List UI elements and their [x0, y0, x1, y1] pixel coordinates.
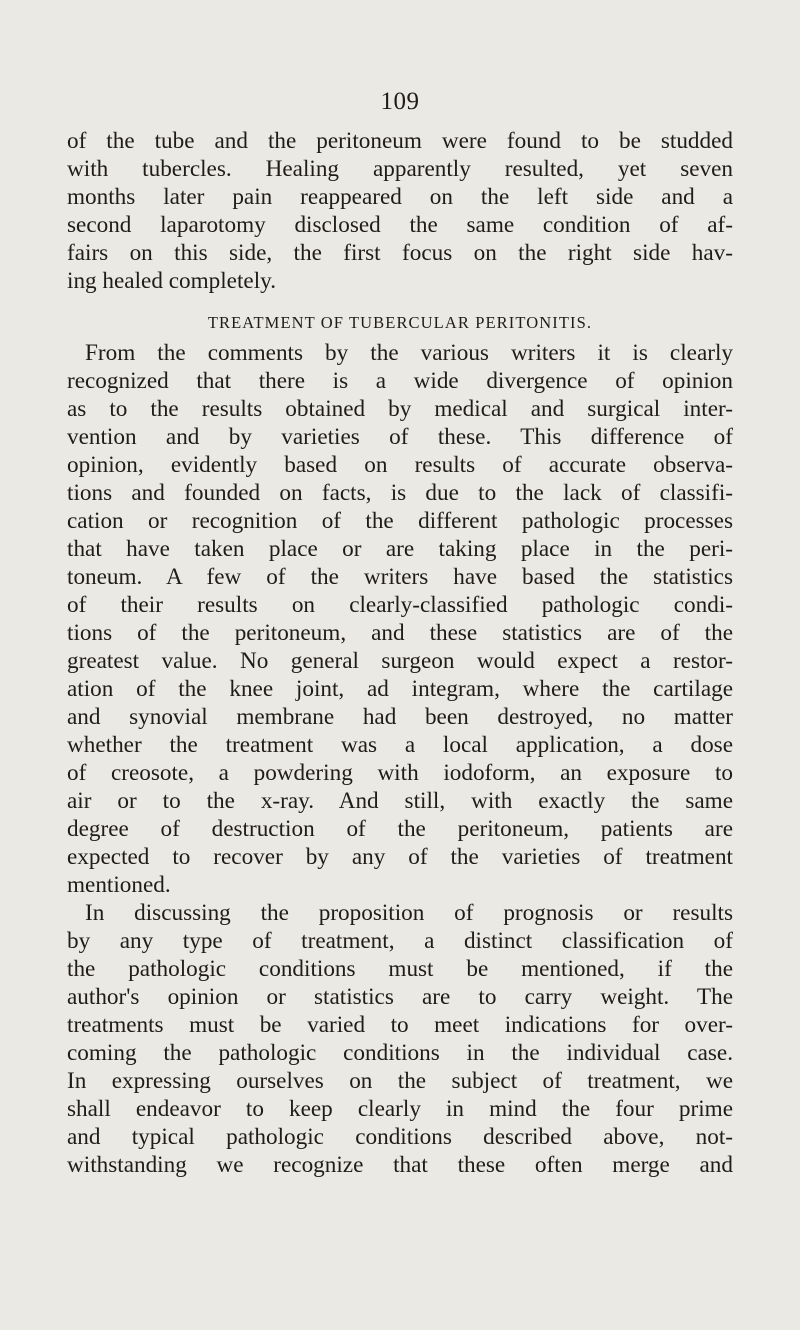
text-line: second laparotomy disclosed the same condition of af- [67, 212, 733, 238]
text-line: air or to the x-ray. And still, with exactly the same [67, 788, 733, 814]
text-line: coming the pathologic conditions in the individual case. [67, 1040, 733, 1066]
text-line: of creosote, a powdering with iodoform, an exposure to [67, 760, 733, 786]
text-line: From the comments by the various writers it is clearly [85, 340, 733, 366]
text-line: recognized that there is a wide divergence of opinion [67, 368, 733, 394]
text-line: cation or recognition of the different pathologic processes [67, 508, 733, 534]
text-line: months later pain reappeared on the left side and a [67, 184, 733, 210]
text-line: whether the treatment was a local application, a dose [67, 732, 733, 758]
text-line: ing healed completely. [67, 268, 277, 294]
text-line: fairs on this side, the first focus on the right side hav- [67, 240, 733, 266]
paragraph-treatment-intro [67, 339, 733, 899]
text-line: author's opinion or statistics are to carry weight. The [67, 984, 733, 1010]
paragraph-continued [67, 127, 733, 295]
text-line: of the tube and the peritoneum were found to be studded [67, 128, 733, 154]
text-line: greatest value. No general surgeon would expect a restor- [67, 648, 733, 674]
text-line: tions of the peritoneum, and these statistics are of the [67, 620, 733, 646]
text-line: tions and founded on facts, is due to the lack of classifi- [67, 480, 733, 506]
text-line: expected to recover by any of the varieties of treatment [67, 844, 733, 870]
text-line: as to the results obtained by medical and surgical inter- [67, 396, 733, 422]
text-line: the pathologic conditions must be mentioned, if the [67, 956, 733, 982]
text-line: and synovial membrane had been destroyed, no matter [67, 704, 733, 730]
text-line: and typical pathologic conditions described above, not- [67, 1124, 733, 1150]
text-line: shall endeavor to keep clearly in mind the four prime [67, 1096, 733, 1122]
text-line: treatments must be varied to meet indications for over- [67, 1012, 733, 1038]
text-line: by any type of treatment, a distinct classification of [67, 928, 733, 954]
section-heading: TREATMENT OF TUBERCULAR PERITONITIS. [207, 313, 593, 332]
text-line: withstanding we recognize that these often merge and [67, 1152, 733, 1178]
text-line: with tubercles. Healing apparently resulted, yet seven [67, 156, 733, 182]
paragraph-prognosis [67, 899, 733, 1179]
text-line: ation of the knee joint, ad integram, where the cartilage [67, 676, 733, 702]
text-line: mentioned. [67, 872, 171, 898]
text-line: In discussing the proposition of prognosis or results [85, 900, 733, 926]
text-line: vention and by varieties of these. This difference of [67, 424, 733, 450]
text-line: In expressing ourselves on the subject of treatment, we [67, 1068, 733, 1094]
text-line: toneum. A few of the writers have based the statistics [67, 564, 733, 590]
text-line: of their results on clearly-classified pathologic condi- [67, 592, 733, 618]
page-number: 109 [380, 88, 420, 115]
text-line: opinion, evidently based on results of accurate observa- [67, 452, 733, 478]
text-line: that have taken place or are taking place in the peri- [67, 536, 733, 562]
text-line: degree of destruction of the peritoneum, patients are [67, 816, 733, 842]
